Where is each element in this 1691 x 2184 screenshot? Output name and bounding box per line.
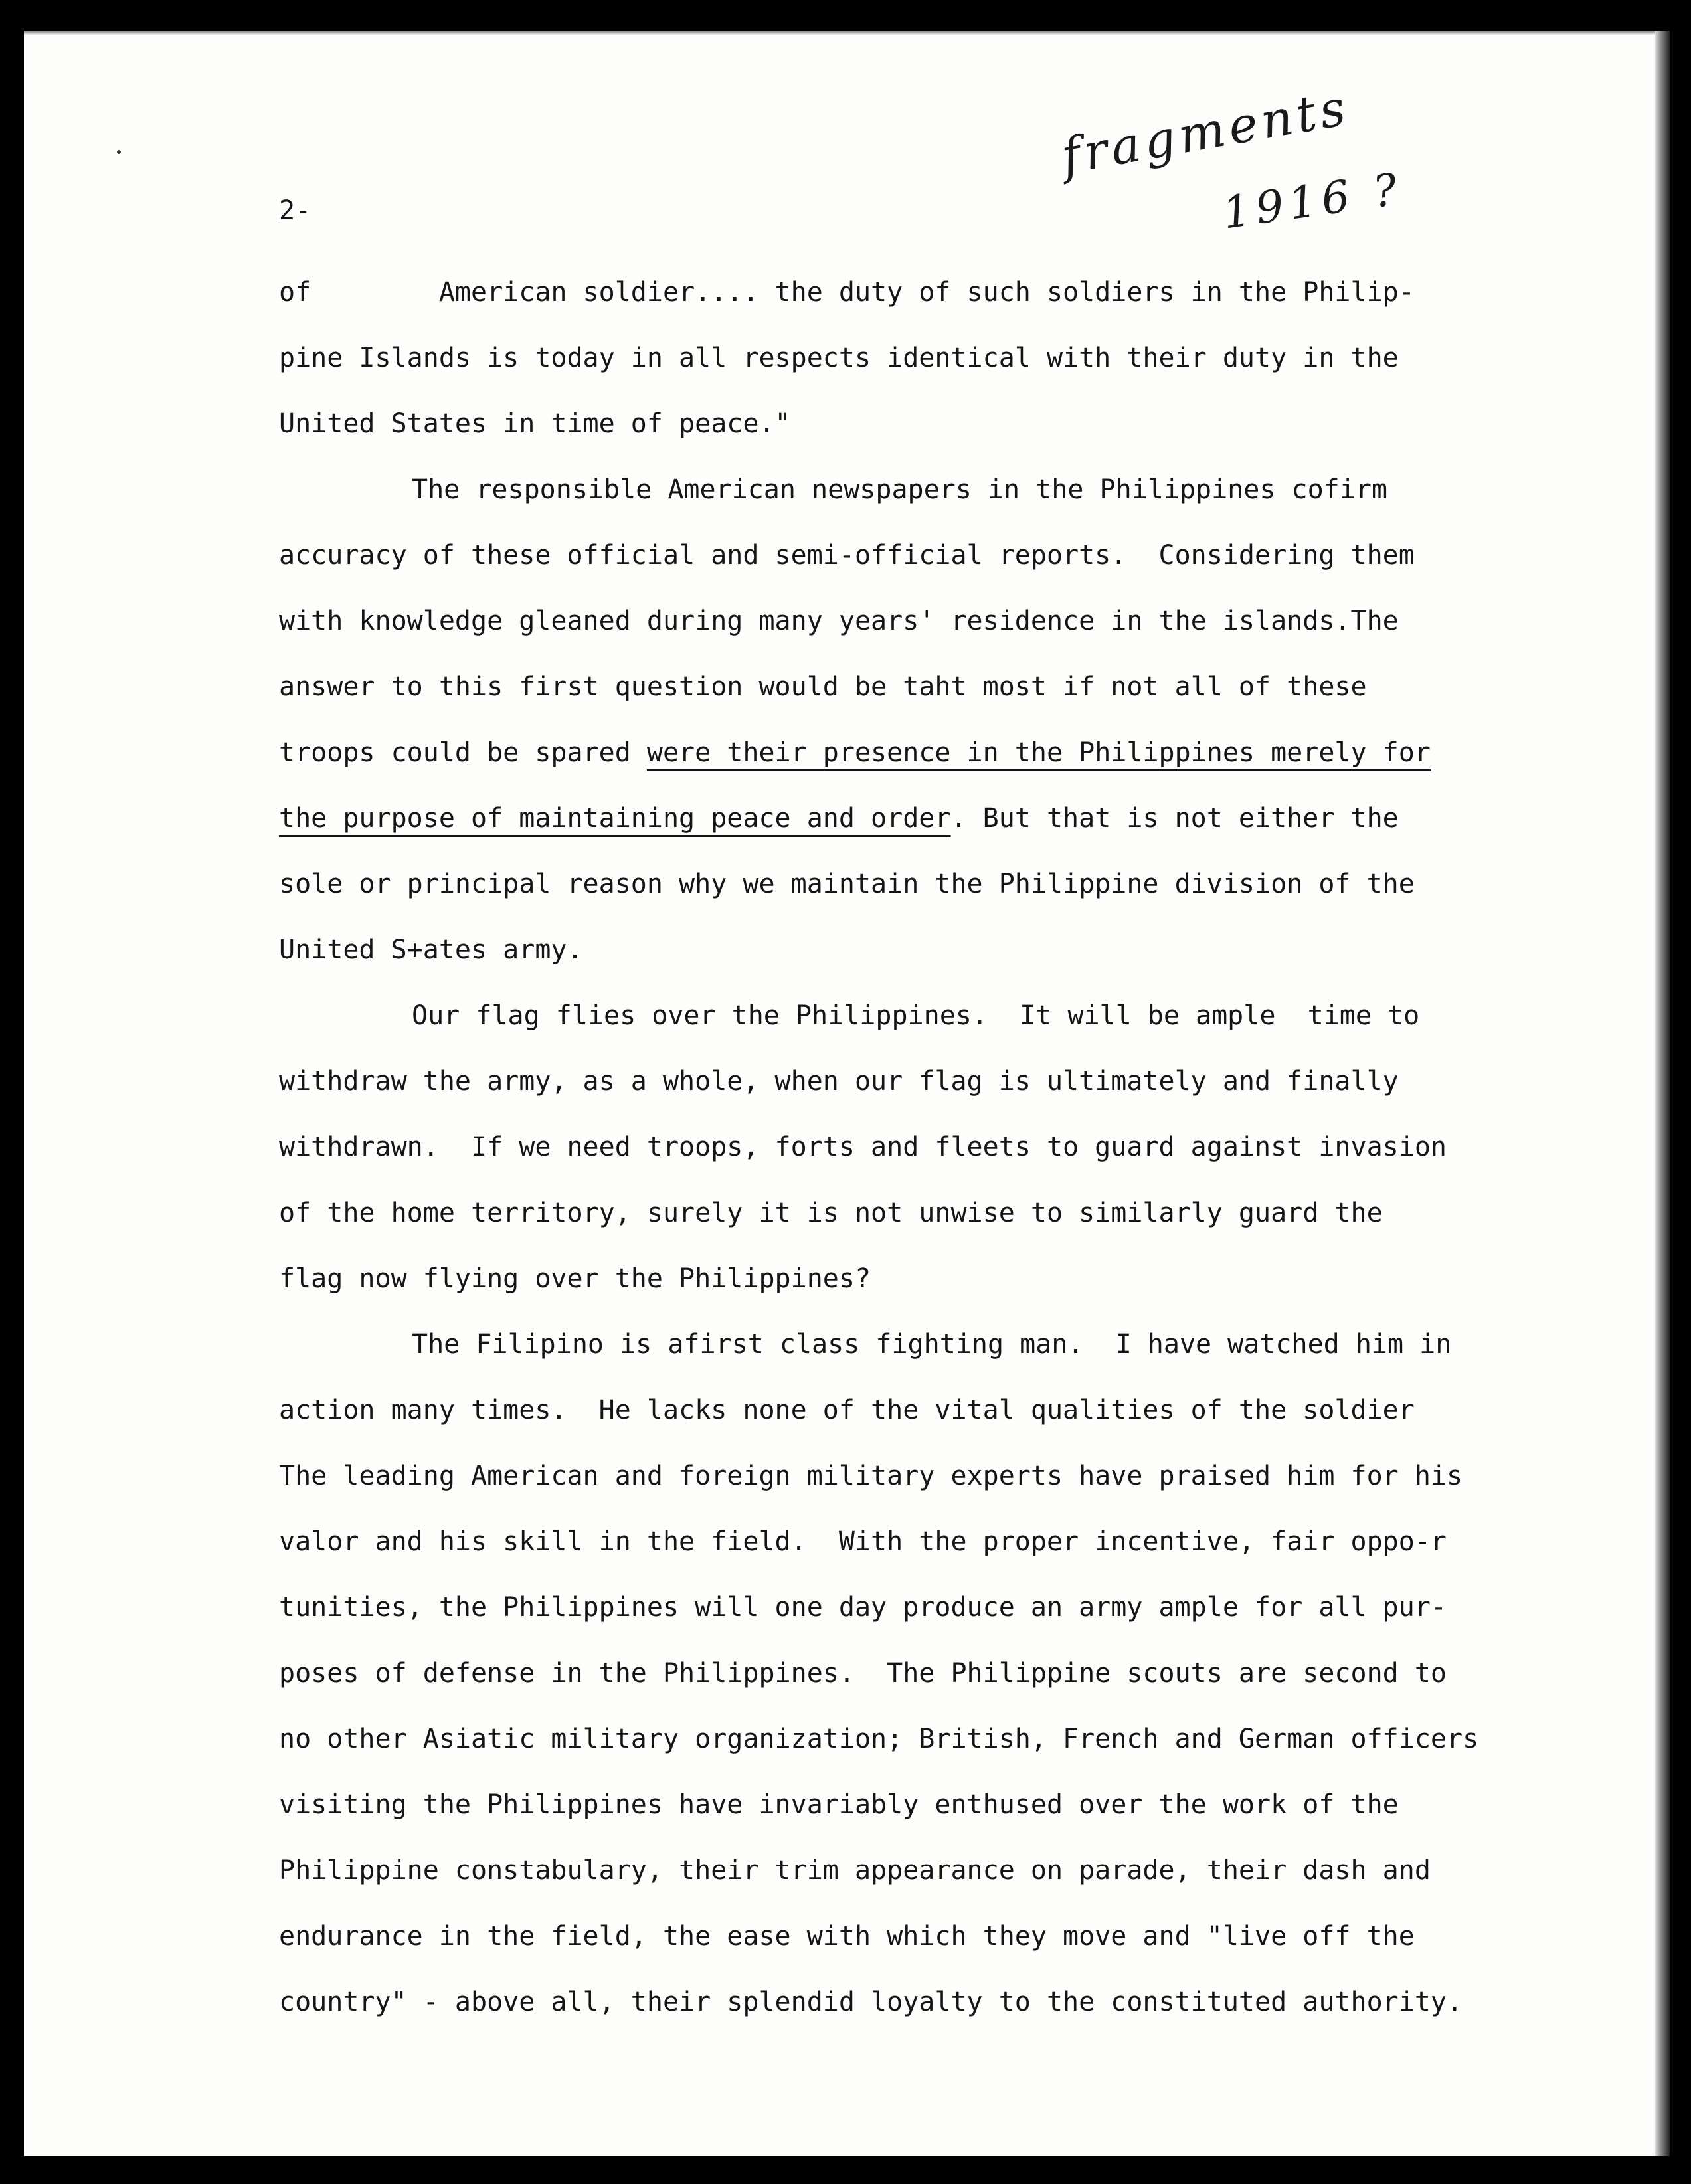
text-line: answer to this first question would be taht most if not all of these (279, 672, 1367, 702)
text-line: action many times. He lacks none of the vital qualities of the soldier (279, 1395, 1415, 1425)
paper-right-edge (1655, 31, 1670, 2156)
text-line: The leading American and foreign military experts have praised him for his (279, 1461, 1463, 1491)
text-line: with knowledge gleaned during many years' residence in the islands.The (279, 606, 1399, 636)
document-page (24, 31, 1670, 2156)
text-line: flag now flying over the Philippines? (279, 1263, 871, 1294)
text-line: endurance in the field, the ease with which they move and "live off the (279, 1921, 1415, 1952)
text-line: poses of defense in the Philippines. The Philippine scouts are second to (279, 1658, 1447, 1688)
text-line: accuracy of these official and semi-official reports. Considering them (279, 540, 1415, 571)
text-line-underlined (279, 720, 1607, 786)
document-body (279, 260, 1607, 2035)
underlined-text: were their presence in the Philippines merely for (646, 737, 1431, 768)
text-line: withdrawn. If we need troops, forts and fleets to guard against invasion (279, 1132, 1447, 1162)
handwritten-note-line2: 1916 ? (1219, 163, 1406, 239)
text-segment: . But that is not either the (950, 803, 1399, 834)
text-line: Philippine constabulary, their trim appearance on parade, their dash and (279, 1855, 1431, 1886)
text-line: no other Asiatic military organization; British, French and German officers (279, 1724, 1479, 1754)
text-line: United S+ates army. (279, 935, 583, 965)
text-line-underlined (279, 786, 1607, 852)
text-line: tunities, the Philippines will one day produce an army ample for all pur- (279, 1592, 1447, 1623)
text-line: The Filipino is afirst class fighting man. I have watched him in (412, 1329, 1452, 1360)
text-line: Our flag flies over the Philippines. It will be ample time to (412, 1000, 1420, 1031)
underlined-text: the purpose of maintaining peace and order (279, 803, 951, 834)
text-line: withdraw the army, as a whole, when our flag is ultimately and finally (279, 1066, 1399, 1097)
text-line: United States in time of peace." (279, 409, 791, 439)
text-segment: troops could be spared (279, 737, 647, 768)
text-line: of the home territory, surely it is not unwise to similarly guard the (279, 1198, 1383, 1228)
paper-top-edge (24, 31, 1670, 35)
page-number: 2- (279, 195, 312, 226)
text-line: country" - above all, their splendid loyalty to the constituted authority. (279, 1987, 1463, 2017)
text-line: of American soldier.... the duty of such soldiers in the Philip- (279, 277, 1415, 308)
ink-speck (117, 150, 121, 154)
text-line: The responsible American newspapers in the Philippines cofirm (412, 474, 1388, 505)
handwritten-note-line1: fragments (1057, 78, 1354, 186)
text-line: valor and his skill in the field. With the proper incentive, fair oppo-r (279, 1526, 1447, 1557)
text-line: visiting the Philippines have invariably enthused over the work of the (279, 1789, 1399, 1820)
text-line: pine Islands is today in all respects identical with their duty in the (279, 343, 1399, 373)
text-line: sole or principal reason why we maintain the Philippine division of the (279, 869, 1415, 899)
